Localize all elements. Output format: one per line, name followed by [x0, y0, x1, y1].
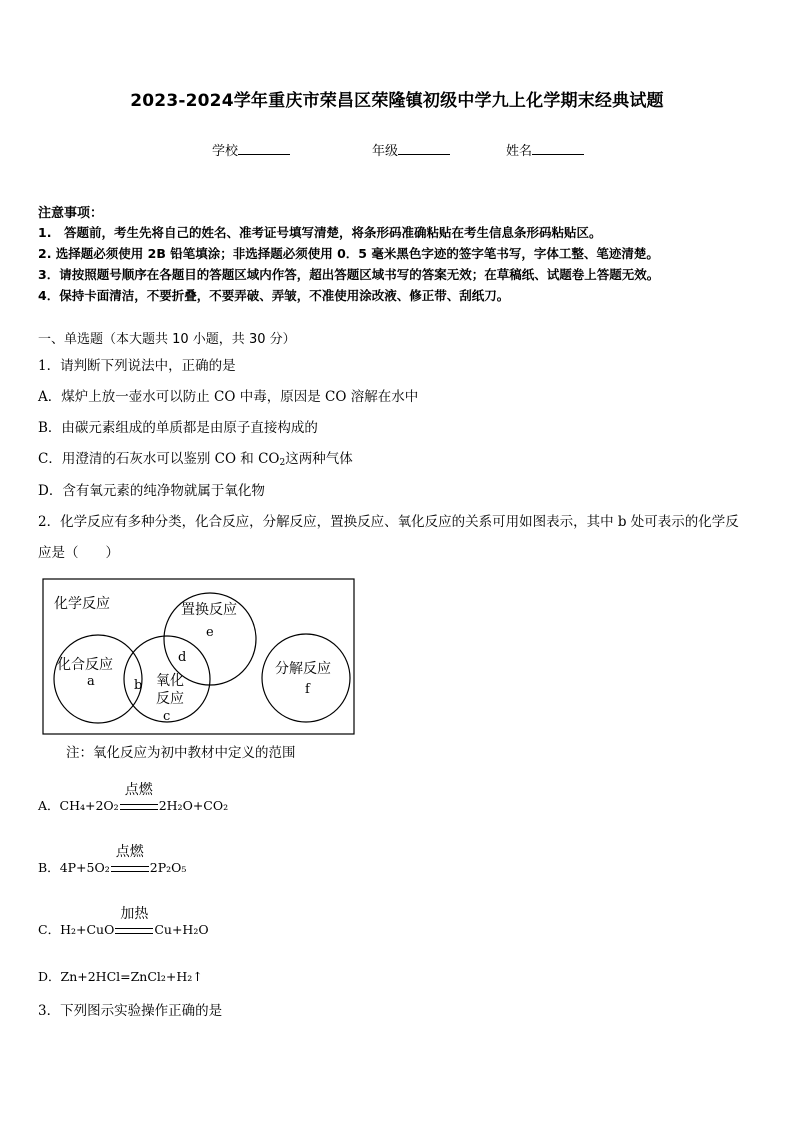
q2-option-c-label: C． [38, 922, 61, 937]
q2-option-b-condition-text: 点燃 [115, 844, 144, 860]
q2-option-a-label: A． [38, 798, 60, 813]
q1-option-d[interactable]: D．含有氧元素的纯净物就属于氧化物 [38, 483, 265, 499]
label-e: e [206, 625, 214, 640]
grade-field [372, 140, 450, 159]
equals-sign [115, 928, 153, 934]
q1-option-a[interactable]: A．煤炉上放一壶水可以防止 CO 中毒，原因是 CO 溶解在水中 [38, 389, 419, 405]
label-b: b [134, 678, 143, 693]
q2-option-a-condition [120, 782, 158, 813]
notice-item-1: 1. 答题前，考生先将自己的姓名、准考证号填写清楚，将条形码准确粘贴在考生信息条形码粘贴区。 [38, 225, 602, 240]
q1-option-b[interactable]: B．由碳元素组成的单质都是由原子直接构成的 [38, 420, 318, 436]
q2-option-b-condition [111, 844, 149, 875]
q1-option-c[interactable] [38, 447, 353, 468]
school-label: 学校 [212, 144, 239, 159]
combination-label: 化合反应 [57, 657, 113, 673]
diagram-note: 注：氧化反应为初中教材中定义的范围 [66, 745, 296, 761]
q3-stem: 3．下列图示实验操作正确的是 [38, 1003, 223, 1019]
equals-sign [111, 866, 149, 872]
q1-option-c-post: 这两种气体 [285, 451, 353, 467]
q2-option-a-right: 2H₂O+CO₂ [158, 798, 229, 813]
decomposition-circle [262, 634, 350, 722]
q2-option-c-right: Cu+H₂O [154, 922, 209, 937]
notice-item-3: 3．请按照题号顺序在各题目的答题区域内作答，超出答题区域书写的答案无效；在草稿纸、试题卷上答题无效。 [38, 267, 660, 282]
notice-item-2: 2. 选择题必须使用 2B 铅笔填涂；非选择题必须使用 0．5 毫米黑色字迹的签字笔书写，字体工整、笔迹清楚。 [38, 246, 659, 261]
grade-blank[interactable] [398, 142, 450, 155]
oxidation-label-1: 氧化 [156, 673, 184, 689]
q2-option-c-left: H₂+CuO [60, 922, 115, 937]
reaction-venn-diagram [42, 578, 358, 736]
label-c: c [163, 709, 171, 724]
equals-sign [120, 804, 158, 810]
school-blank[interactable] [238, 142, 290, 155]
displacement-label: 置换反应 [181, 602, 237, 618]
school-field [212, 140, 290, 159]
exam-title: 2023-2024学年重庆市荣昌区荣隆镇初级中学九上化学期末经典试题 [130, 91, 664, 111]
notice-heading: 注意事项： [38, 206, 104, 221]
q2-option-c-condition-text: 加热 [120, 906, 149, 922]
q1-stem: 1．请判断下列说法中，正确的是 [38, 358, 236, 374]
label-f: f [305, 682, 310, 697]
q2-option-c[interactable] [38, 906, 209, 938]
name-blank[interactable] [532, 142, 584, 155]
notice-item-4: 4．保持卡面清洁，不要折叠，不要弄破、弄皱，不准使用涂改液、修正带、刮纸刀。 [38, 288, 510, 303]
name-label: 姓名 [506, 144, 533, 159]
q2-option-a[interactable] [38, 782, 229, 814]
decomposition-label: 分解反应 [275, 661, 331, 677]
name-field [506, 140, 584, 159]
q2-option-b-left: 4P+5O₂ [59, 860, 110, 875]
q2-option-a-condition-text: 点燃 [124, 782, 153, 798]
label-a: a [87, 674, 95, 689]
q2-option-c-condition [115, 906, 153, 937]
outer-label: 化学反应 [54, 596, 110, 612]
q2-option-b[interactable] [38, 844, 187, 876]
label-d: d [178, 650, 187, 665]
q2-option-d[interactable]: D．Zn+2HCl=ZnCl₂+H₂↑ [38, 969, 203, 984]
q1-option-c-pre: C．用澄清的石灰水可以鉴别 CO 和 CO [38, 451, 280, 467]
q1-option-c-sub: 2 [279, 458, 286, 468]
q2-stem-line1: 2．化学反应有多种分类，化合反应，分解反应，置换反应、氧化反应的关系可用如图表示，其中 b 处可表示的化学反 [38, 514, 739, 530]
q2-option-b-right: 2P₂O₅ [149, 860, 187, 875]
q2-option-b-label: B． [38, 860, 60, 875]
combination-circle [54, 635, 142, 723]
grade-label: 年级 [372, 144, 399, 159]
q2-option-a-left: CH₄+2O₂ [59, 798, 119, 813]
section-heading: 一、单选题（本大题共 10 小题，共 30 分） [38, 332, 296, 347]
oxidation-label-2: 反应 [156, 691, 184, 707]
q2-stem-line2: 应是（ ） [38, 545, 119, 561]
